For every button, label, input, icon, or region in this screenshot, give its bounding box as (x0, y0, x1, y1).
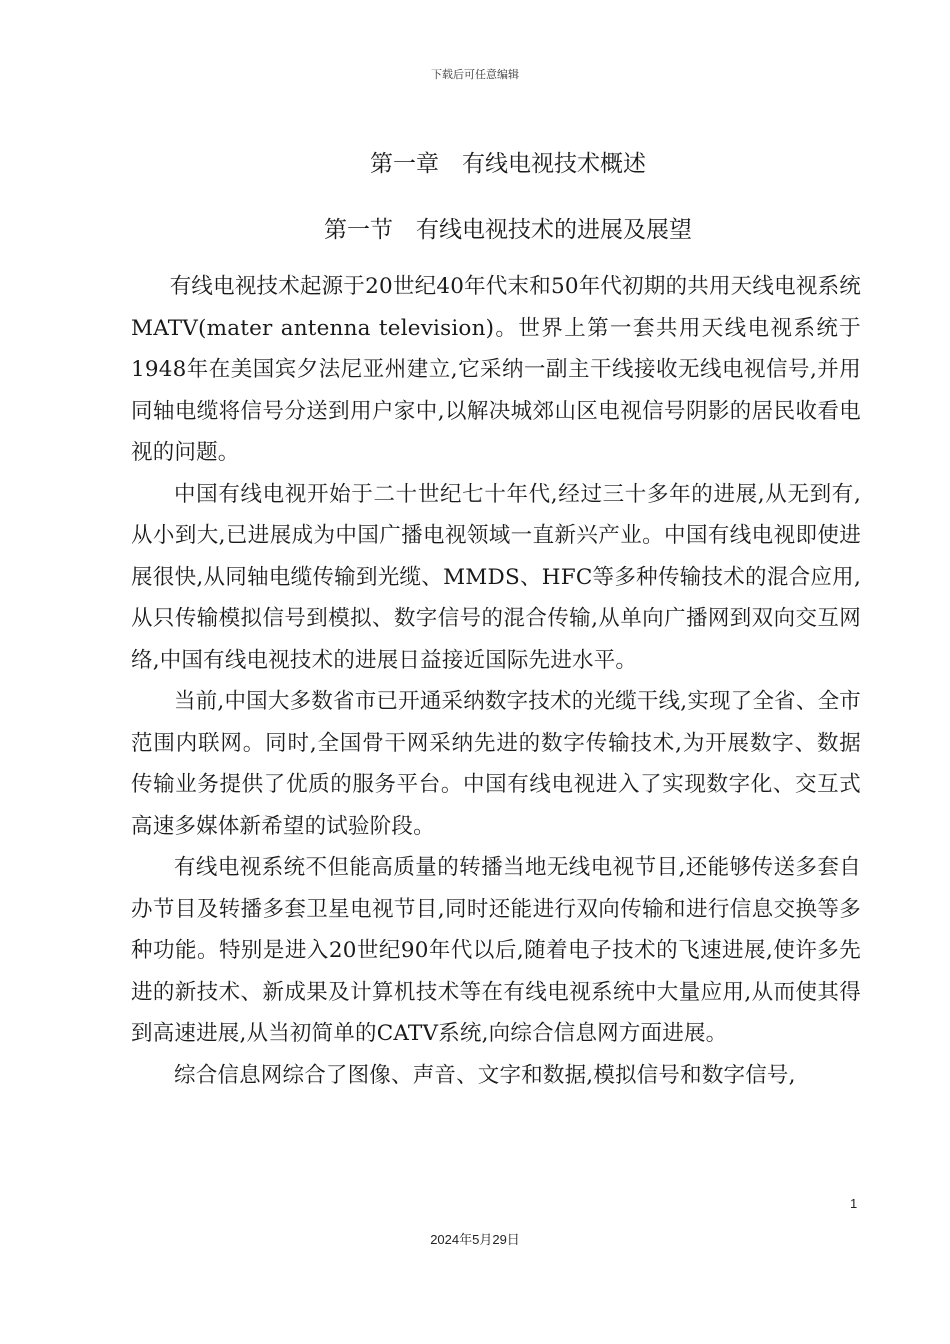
paragraph: 当前,中国大多数省市已开通采纳数字技术的光缆干线,实现了全省、全市范围内联网。同时,全国骨干网采纳先进的数字传输技术,为开展数字、数据传输业务提供了优质的服务平台。中国有线电视进入了实现数字化、交互式高速多媒体新希望的试验阶段。 (131, 689, 861, 839)
section-title: 第一节 有线电视技术的进展及展望 (324, 217, 692, 243)
chapter-title: 第一章 有线电视技术概述 (370, 151, 646, 177)
page-header-note: 下载后可任意编辑 (431, 68, 519, 81)
paragraph: 中国有线电视开始于二十世纪七十年代,经过三十多年的进展,从无到有,从小到大,已进展成为中国广播电视领域一直新兴产业。中国有线电视即使进展很快,从同轴电缆传输到光缆、MMDS、HFC等多种传输技术的混合应用,从只传输模拟信号到模拟、数字信号的混合传输,从单向广播网到双向交互网络,中国有线电视技术的进展日益接近国际先进水平。 (131, 481, 861, 673)
paragraph: 有线电视系统不但能高质量的转播当地无线电视节目,还能够传送多套自办节目及转播多套卫星电视节目,同时还能进行双向传输和进行信息交换等多种功能。特别是进入20世纪90年代以后,随着电子技术的飞速进展,使许多先进的新技术、新成果及计算机技术等在有线电视系统中大量应用,从而使其得到高速进展,从当初简单的CATV系统,向综合信息网方面进展。 (131, 855, 861, 1046)
paragraph: 有线电视技术起源于20世纪40年代末和50年代初期的共用天线电视系统MATV(mater antenna television)。世界上第一套共用天线电视系统于1948年在美国宾夕法尼亚州建立,它采纳一副主干线接收无线电视信号,并用同轴电缆将信号分送到用户家中,以解决城郊山区电视信号阴影的居民收看电视的问题。 (131, 274, 861, 465)
paragraph: 综合信息网综合了图像、声音、文字和数据,模拟信号和数字信号, (174, 1062, 796, 1088)
page-footer-date: 2024年5月29日 (430, 1232, 520, 1247)
page-number: 1 (850, 1196, 858, 1211)
document-body (131, 266, 861, 1096)
